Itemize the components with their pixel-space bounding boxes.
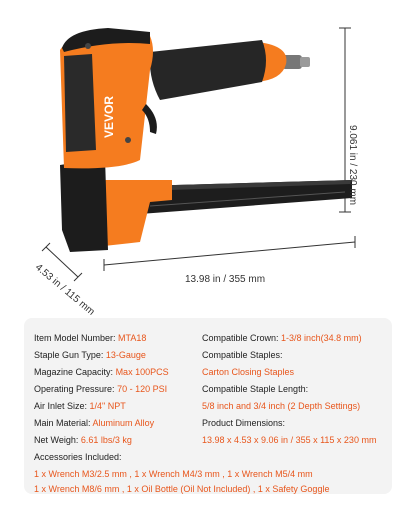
spec-label: Operating Pressure: [34, 384, 115, 394]
spec-staple-length [202, 383, 308, 395]
width-dimension-label: 4.53 in / 115 mm [32, 262, 97, 318]
spec-value: MTA18 [118, 333, 147, 343]
spec-value: 13.98 x 4.53 x 9.06 in / 355 x 115 x 230 mm [202, 435, 377, 445]
spec-accessories-label [34, 451, 122, 463]
spec-label: Product Dimensions: [202, 418, 286, 428]
spec-label: Main Material: [34, 418, 91, 428]
spec-label: Magazine Capacity: [34, 367, 114, 377]
spec-product-dims-value [202, 434, 376, 446]
spec-label: Air Inlet Size: [34, 401, 88, 411]
spec-product-dims [202, 417, 285, 429]
spec-value: 6.61 lbs/3 kg [80, 435, 132, 445]
handle-grip [150, 40, 266, 100]
spec-crown [202, 332, 362, 344]
spec-value: 1 x Wrench M3/2.5 mm , 1 x Wrench M4/3 mm , 1 x Wrench M5/4 mm [34, 469, 313, 479]
specifications-panel [24, 318, 392, 494]
body-lower [60, 158, 108, 252]
spec-value: 1/4" NPT [89, 401, 126, 411]
spec-label: Net Weigh: [34, 435, 79, 445]
spec-value: Carton Closing Staples [202, 367, 295, 377]
spec-value: Max 100PCS [115, 367, 169, 377]
spec-accessories-line [34, 468, 313, 480]
spec-staples-value [202, 366, 294, 378]
spec-accessories-line [34, 483, 329, 495]
spec-model [34, 332, 146, 344]
spec-value: Aluminum Alloy [92, 418, 155, 428]
screw-icon [85, 43, 91, 49]
height-dimension-label: 9.061 in / 230 mm [347, 125, 358, 206]
spec-material [34, 417, 154, 429]
spec-weight [34, 434, 132, 446]
spec-staple-length-value [202, 400, 360, 412]
spec-value: 70 - 120 PSI [117, 384, 168, 394]
spec-inlet [34, 400, 126, 412]
spec-type [34, 349, 146, 361]
spec-label: Accessories Included: [34, 452, 122, 462]
spec-value: 13-Gauge [105, 350, 146, 360]
spec-label: Compatible Staple Length: [202, 384, 309, 394]
spec-label: Item Model Number: [34, 333, 116, 343]
spec-label: Compatible Crown: [202, 333, 279, 343]
spec-value: 5/8 inch and 3/4 inch (2 Depth Settings) [202, 401, 361, 411]
spec-pressure [34, 383, 167, 395]
spec-value: 1-3/8 inch(34.8 mm) [281, 333, 362, 343]
spec-staples [202, 349, 283, 361]
magazine-side-plate [100, 180, 172, 246]
spec-value: 1 x Wrench M8/6 mm , 1 x Oil Bottle (Oil Not Included) , 1 x Safety Goggle [34, 484, 330, 494]
screw-icon [125, 137, 131, 143]
brand-logo: VEVOR [102, 95, 116, 138]
spec-capacity [34, 366, 169, 378]
spec-label: Staple Gun Type: [34, 350, 104, 360]
spec-label: Compatible Staples: [202, 350, 283, 360]
length-dimension-label: 13.98 in / 355 mm [185, 274, 266, 285]
body-front-panel [64, 54, 96, 152]
